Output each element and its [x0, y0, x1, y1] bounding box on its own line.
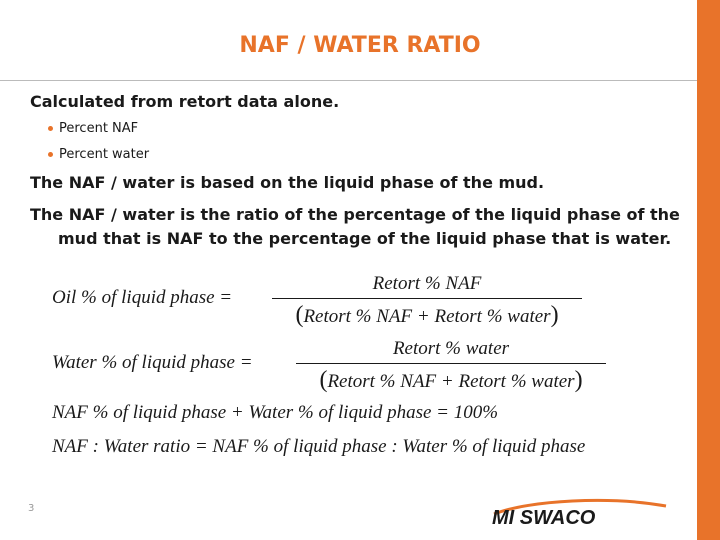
equation-oil-fraction [272, 273, 582, 329]
paragraph-liquid-phase: The NAF / water is based on the liquid phase of the mud. [30, 173, 545, 192]
denominator-text: Retort % NAF + Retort % water [303, 306, 551, 327]
bullet-list [48, 120, 149, 172]
equation-ratio: NAF : Water ratio = NAF % of liquid phase : Water % of liquid phase [52, 436, 586, 457]
equation-oil-denominator: (Retort % NAF + Retort % water) [295, 302, 559, 328]
accent-side-bar [697, 0, 720, 540]
equation-water-fraction [296, 338, 606, 394]
equation-water-denominator: (Retort % NAF + Retort % water) [319, 367, 583, 393]
mi-swaco-logo [490, 494, 670, 528]
slide-title: NAF / WATER RATIO [239, 33, 481, 58]
bullet-item [48, 146, 149, 172]
equation-water-lhs: Water % of liquid phase = [52, 352, 253, 373]
bullet-dot-icon [48, 152, 53, 157]
bullet-dot-icon [48, 126, 53, 131]
equation-oil-lhs: Oil % of liquid phase = [52, 287, 233, 308]
title-divider [0, 80, 697, 81]
equation-sum: NAF % of liquid phase + Water % of liquid phase = 100% [52, 402, 499, 423]
logo-text: MI SWACO [492, 507, 596, 528]
bullet-label: Percent water [59, 147, 150, 162]
bullet-label: Percent NAF [59, 121, 139, 136]
equation-oil-numerator: Retort % NAF [372, 273, 482, 294]
equation-water-numerator: Retort % water [392, 338, 510, 359]
intro-text: Calculated from retort data alone. [30, 92, 340, 111]
denominator-text: Retort % NAF + Retort % water [327, 371, 575, 392]
page-number: 3 [28, 503, 35, 514]
bullet-item [48, 120, 149, 146]
paragraph-ratio-definition: The NAF / water is the ratio of the percentage of the liquid phase of the mud that is NAF to the percentage of the liquid phase that is water. [30, 205, 680, 248]
